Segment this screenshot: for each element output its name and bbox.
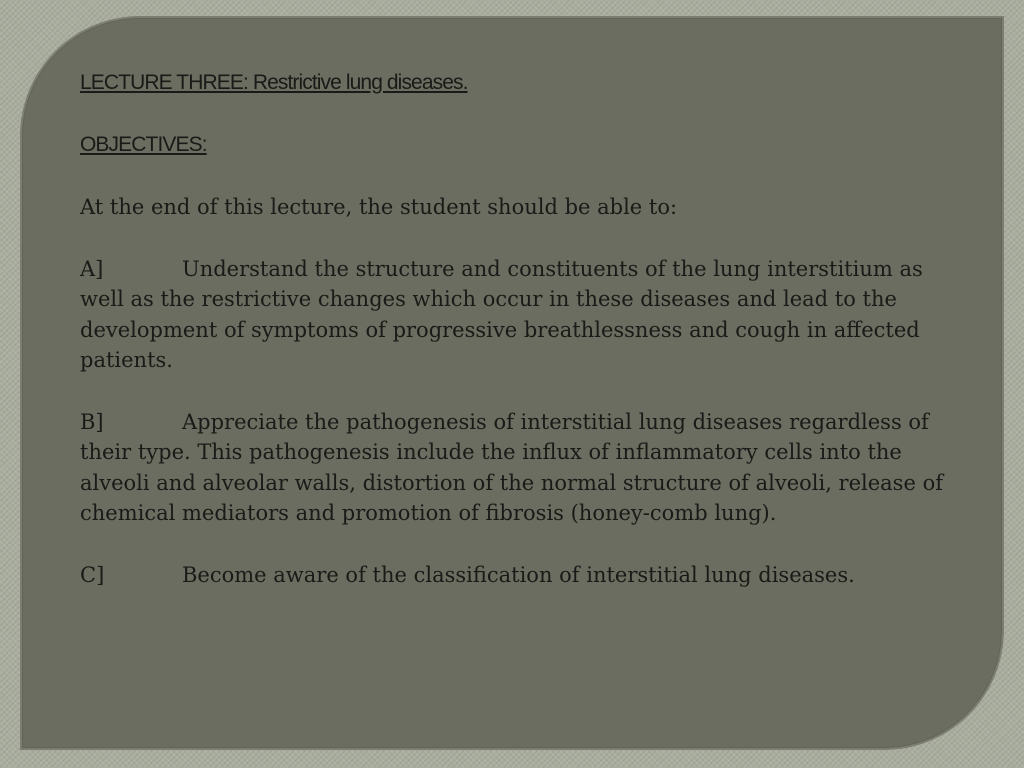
slide-content bbox=[80, 68, 950, 590]
spacer bbox=[80, 529, 950, 560]
objectives-heading: OBJECTIVES: bbox=[80, 133, 207, 156]
objective-label-c: C] bbox=[80, 562, 105, 587]
slide-panel bbox=[20, 16, 1004, 750]
objective-label-b: B] bbox=[80, 409, 104, 434]
objective-text-a: Understand the structure and constituents of the lung interstitium as well as the restrictive changes which occur in these diseases and lead to the development of symptoms of progressive breathlessness and cough in affected patients. bbox=[80, 256, 923, 372]
spacer bbox=[80, 99, 950, 130]
objective-text-c: Become aware of the classification of interstitial lung diseases. bbox=[182, 562, 855, 587]
objective-item-c bbox=[80, 560, 950, 591]
spacer bbox=[80, 161, 950, 192]
intro-text: At the end of this lecture, the student should be able to: bbox=[80, 195, 678, 219]
objective-label-a: A] bbox=[80, 256, 104, 281]
lecture-title: LECTURE THREE: Restrictive lung diseases. bbox=[80, 71, 468, 94]
objective-item-a bbox=[80, 254, 950, 376]
spacer bbox=[80, 223, 950, 254]
objective-item-b bbox=[80, 407, 950, 529]
objective-text-b: Appreciate the pathogenesis of interstitial lung diseases regardless of their type. This pathogenesis include the influx of inflammatory cells into the alveoli and alveolar walls, distortion of the normal structure of alveoli, release of chemical mediators and promotion of fibrosis (honey-comb lung). bbox=[80, 409, 943, 525]
spacer bbox=[80, 376, 950, 407]
